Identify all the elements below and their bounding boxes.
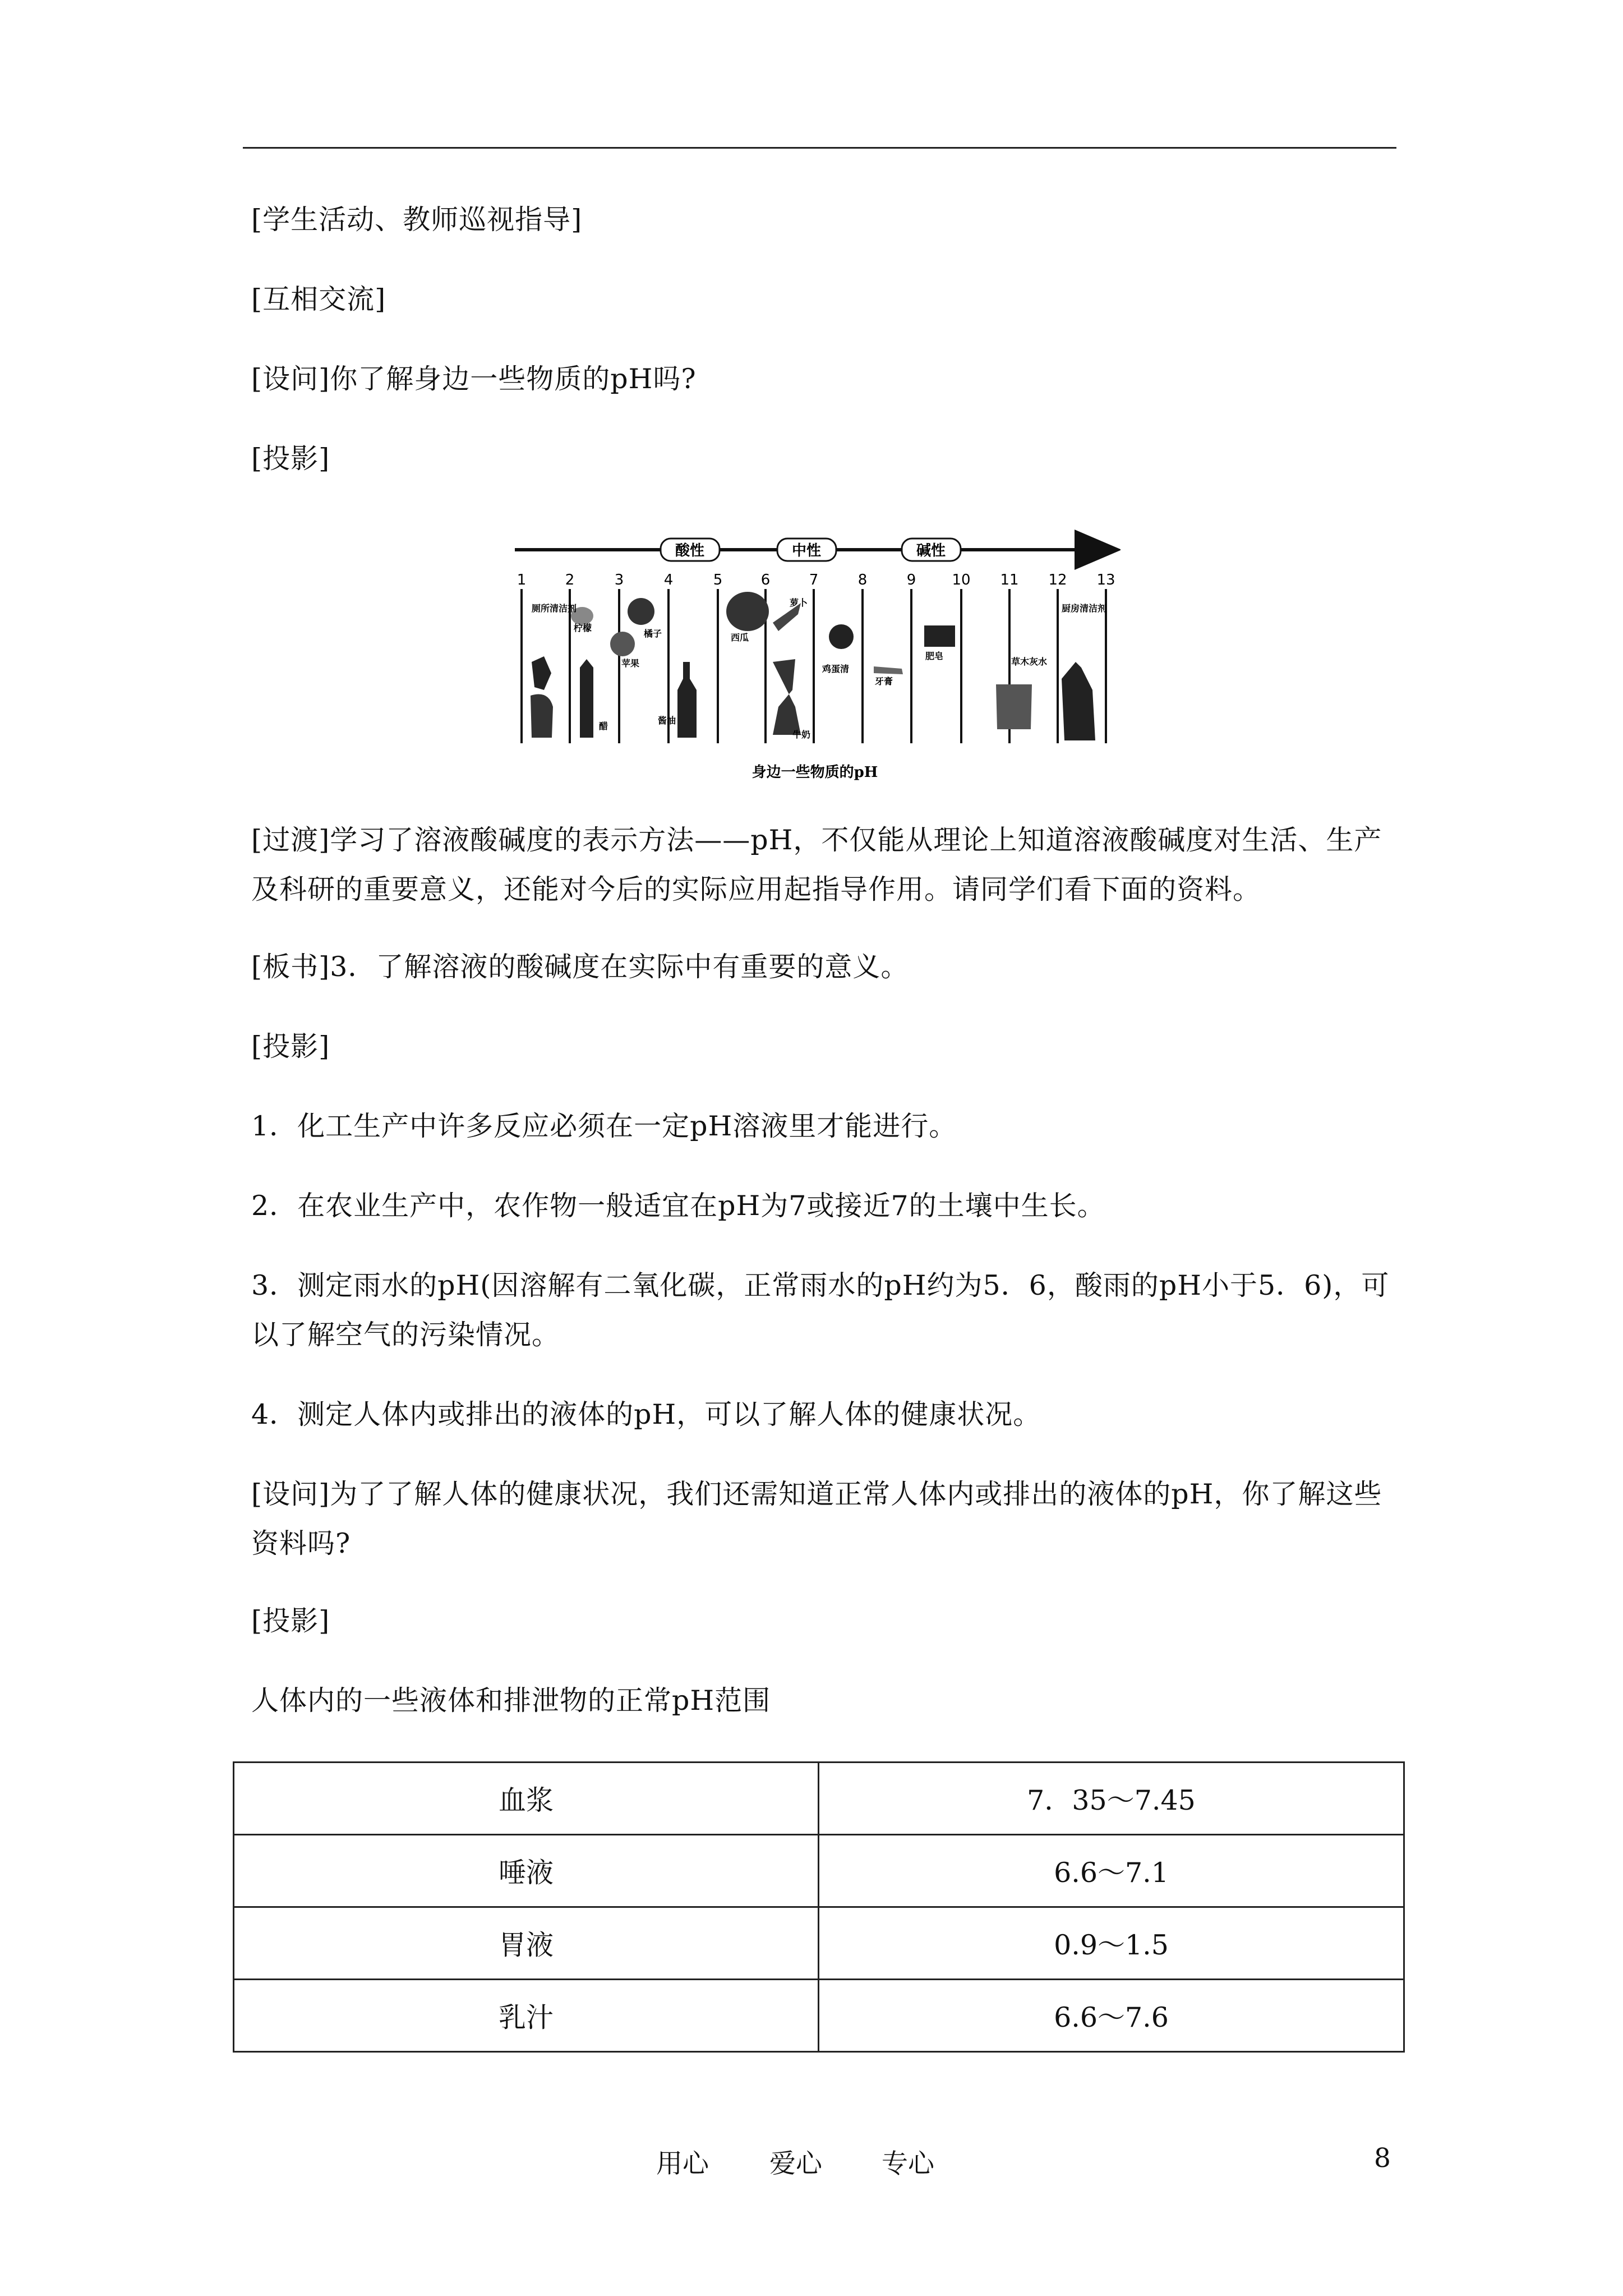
- ph-tick-2: 2: [565, 572, 575, 588]
- neutral-label-box: [777, 539, 836, 561]
- para-projection-3: [投影]: [251, 1605, 330, 1637]
- label-vinegar: 醋: [599, 721, 608, 731]
- ph-tick-8: 8: [857, 572, 868, 588]
- label-toilet-cleaner: 厕所清洁剂: [532, 603, 577, 614]
- table-title: 人体内的一些液体和排泄物的正常pH范围: [251, 1685, 771, 1717]
- orange-picture: [628, 598, 654, 625]
- ph-tick-9: 9: [906, 572, 916, 588]
- para-projection-2: [投影]: [251, 1030, 330, 1062]
- label-toothpaste: 牙膏: [875, 676, 893, 687]
- label-apple: 苹果: [621, 658, 640, 669]
- para-question-2: [设问]为了了解人体的健康状况，我们还需知道正常人体内或排出的液体的pH，你了解这些资料吗?: [251, 1478, 1382, 1559]
- svg-text:酸性: 酸性: [675, 542, 705, 559]
- para-item-1: 1．化工生产中许多反应必须在一定pH溶液里才能进行。: [251, 1110, 957, 1142]
- ph-tick-1: 1: [517, 572, 527, 588]
- ph-tick-6: 6: [760, 572, 771, 588]
- svg-text:碱性: 碱性: [916, 542, 946, 559]
- soy-sauce-bottle-picture: [677, 662, 697, 738]
- kitchen-cleaner-picture: [1062, 662, 1095, 740]
- ph-scale-figure: [509, 522, 1121, 785]
- label-ash-water: 草木灰水: [1011, 656, 1048, 667]
- para-item-4: 4．测定人体内或排出的液体的pH，可以了解人体的健康状况。: [251, 1398, 1041, 1430]
- page-number: 8: [1374, 2143, 1391, 2174]
- para-question-1: [设问]你了解身边一些物质的pH吗?: [251, 363, 697, 395]
- para-board-note: [板书]3．了解溶液的酸碱度在实际中有重要的意义。: [251, 951, 909, 983]
- label-soap: 肥皂: [925, 651, 944, 661]
- label-watermelon: 西瓜: [731, 632, 749, 643]
- footer-motto-3: 专心: [882, 2148, 934, 2179]
- ph-tick-4: 4: [663, 572, 674, 588]
- para-transition: [过渡]学习了溶液酸碱度的表示方法——pH，不仅能从理论上知道溶液酸碱度对生活、生产及科研的重要意义，还能对今后的实际应用起指导作用。请同学们看下面的资料。: [251, 824, 1382, 905]
- ph-tick-3: 3: [614, 572, 624, 588]
- label-lemon: 柠檬: [574, 623, 592, 633]
- egg-picture: [829, 624, 854, 649]
- acid-label-box: [661, 539, 720, 561]
- table-cell-name: 唾液: [234, 1835, 819, 1907]
- table-row: [234, 1907, 1404, 1980]
- label-orange: 橘子: [644, 628, 662, 639]
- para-item-2: 2．在农业生产中，农作物一般适宜在pH为7或接近7的土壤中生长。: [251, 1190, 1105, 1222]
- soap-picture: [924, 625, 955, 647]
- table-row: [234, 1835, 1404, 1907]
- para-projection-1: [投影]: [251, 443, 330, 475]
- table-cell-range: 0.9～1.5: [819, 1907, 1404, 1980]
- table-cell-range: 6.6～7.1: [819, 1835, 1404, 1907]
- ph-tick-10: 10: [952, 572, 971, 588]
- table-cell-name: 胃液: [234, 1907, 819, 1980]
- ph-range-table: [233, 1761, 1405, 2053]
- header-rule: [243, 147, 1396, 149]
- footer-motto-1: 用心: [656, 2148, 709, 2179]
- figure-caption: 身边一些物质的pH: [751, 764, 878, 781]
- ph-tick-12: 12: [1048, 572, 1067, 588]
- para-student-activity: [学生活动、教师巡视指导]: [251, 204, 583, 236]
- para-item-3: 3．测定雨水的pH(因溶解有二氧化碳，正常雨水的pH约为5．6，酸雨的pH小于5．6)，可以了解空气的污染情况。: [251, 1269, 1390, 1351]
- milk-picture: [773, 659, 801, 735]
- apple-picture: [610, 632, 635, 656]
- para-exchange: [互相交流]: [251, 283, 386, 315]
- table-row: [234, 1980, 1404, 2052]
- table-row: [234, 1763, 1404, 1835]
- ash-water-picture: [996, 684, 1032, 729]
- label-egg-white: 鸡蛋清: [822, 664, 850, 674]
- table-cell-range: 7．35～7.45: [819, 1763, 1404, 1835]
- toothpaste-picture: [874, 666, 903, 674]
- footer-motto-2: 爱心: [769, 2148, 822, 2179]
- label-kitchen-cleaner: 厨房清洁剂: [1062, 603, 1107, 614]
- table-cell-range: 6.6～7.6: [819, 1980, 1404, 2052]
- table-cell-name: 血浆: [234, 1763, 819, 1835]
- svg-text:中性: 中性: [791, 542, 822, 559]
- ph-tick-11: 11: [1000, 572, 1019, 588]
- table-cell-name: 乳汁: [234, 1980, 819, 2052]
- ph-tick-7: 7: [809, 572, 819, 588]
- label-soy-sauce: 酱油: [658, 715, 676, 726]
- ph-tick-5: 5: [713, 572, 723, 588]
- vinegar-bottle-picture: [580, 659, 593, 738]
- label-milk: 牛奶: [792, 729, 811, 740]
- base-label-box: [902, 539, 961, 561]
- watermelon-picture: [726, 592, 769, 631]
- label-radish: 萝卜: [790, 597, 808, 608]
- ph-tick-13: 13: [1096, 572, 1115, 588]
- toilet-cleaner-picture: [532, 656, 551, 690]
